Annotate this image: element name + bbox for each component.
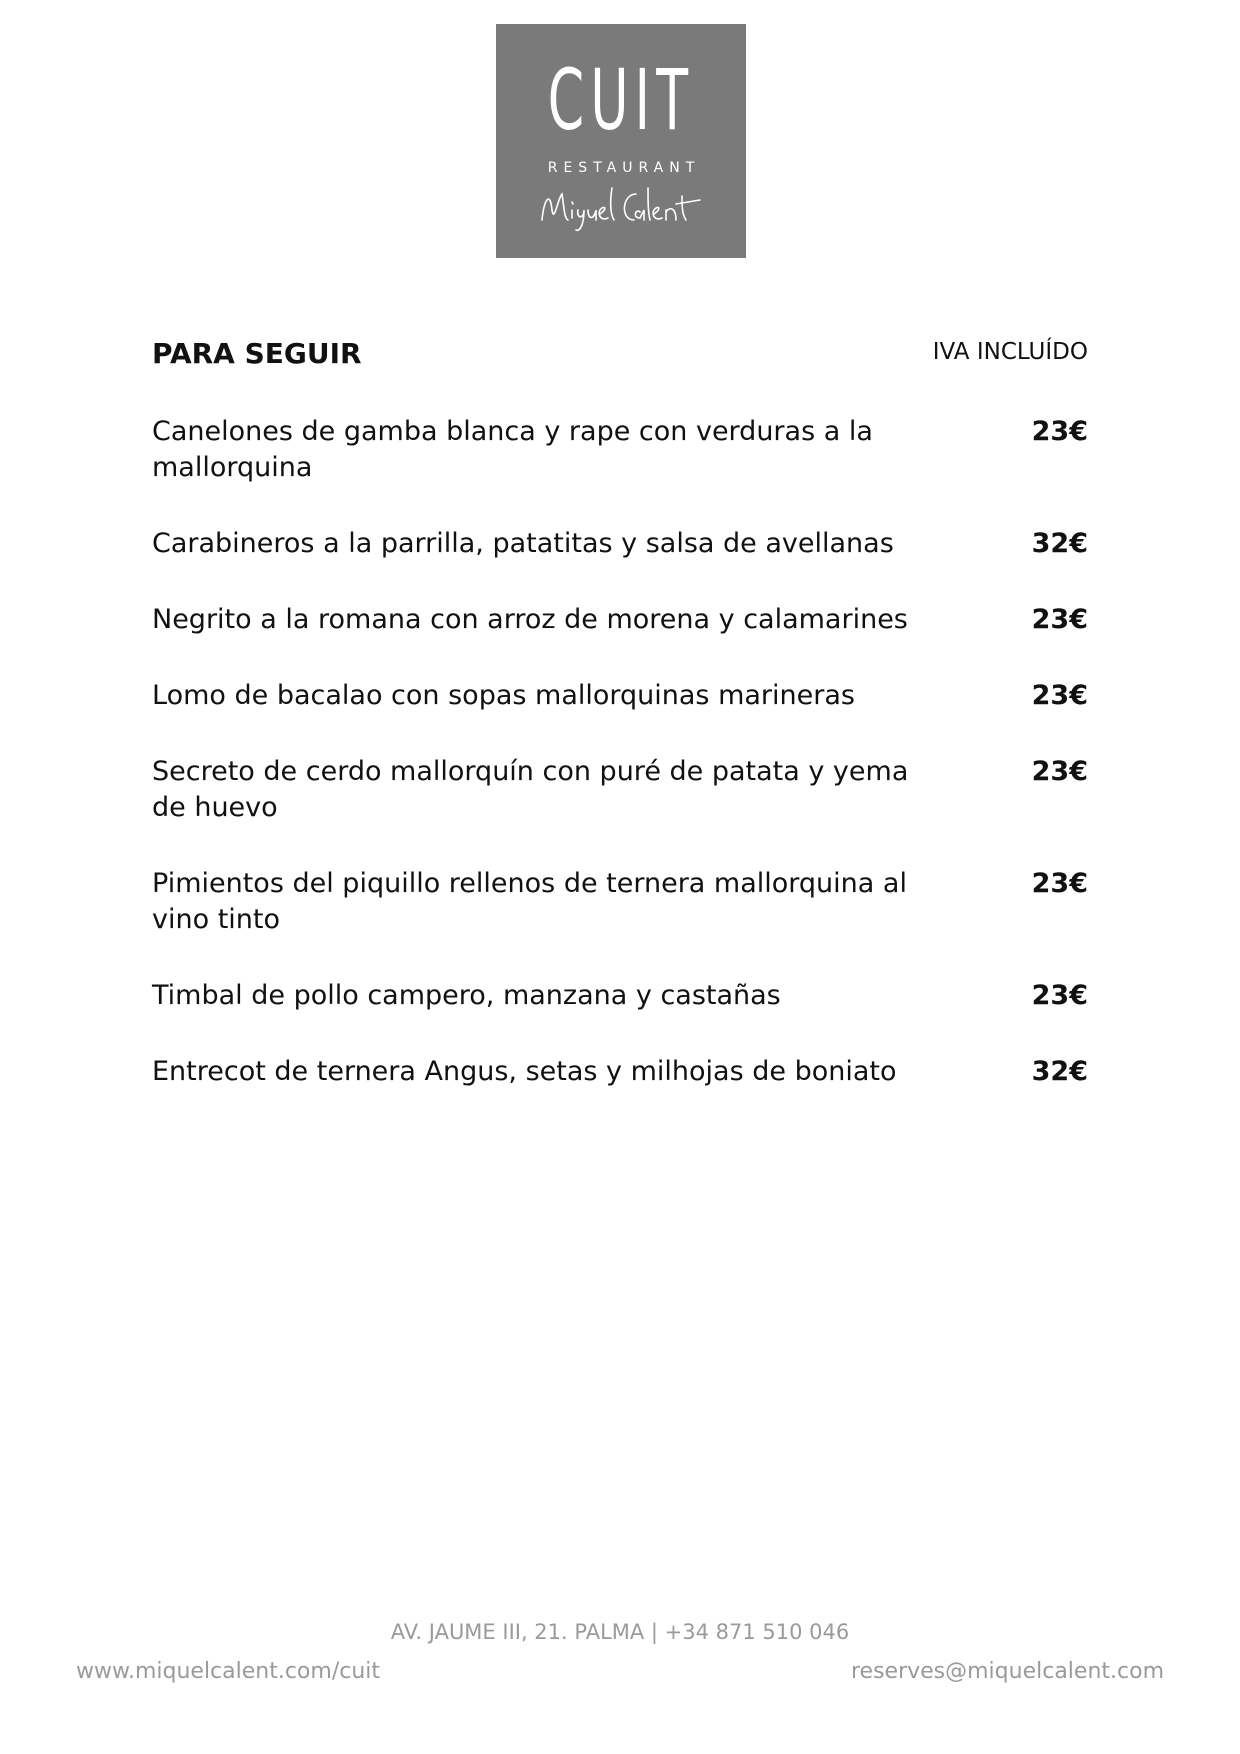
tax-note: IVA INCLUÍDO: [932, 339, 1088, 365]
restaurant-logo: [496, 24, 746, 258]
menu-item: [152, 978, 1088, 1014]
menu-item: [152, 526, 1088, 562]
menu-item: [152, 754, 1088, 826]
dish-price: 23€: [1031, 604, 1088, 635]
section-title: PARA SEGUIR: [152, 337, 362, 370]
menu-item: [152, 602, 1088, 638]
dish-price: 23€: [1031, 868, 1088, 899]
dish-name: Pimientos del piquillo rellenos de ternera mallorquina al vino tinto: [152, 868, 907, 935]
dish-name: Carabineros a la parrilla, patatitas y salsa de avellanas: [152, 528, 894, 559]
dish-price: 23€: [1031, 680, 1088, 711]
menu-item: [152, 1054, 1088, 1090]
website-link[interactable]: www.miquelcalent.com/cuit: [76, 1659, 381, 1684]
dish-price: 23€: [1031, 980, 1088, 1011]
dish-name: Timbal de pollo campero, manzana y castañas: [152, 980, 781, 1011]
signature-logo: [536, 180, 706, 236]
menu-item: [152, 678, 1088, 714]
email-link[interactable]: reserves@miquelcalent.com: [850, 1659, 1164, 1684]
footer-address: AV. JAUME III, 21. PALMA | +34 871 510 046: [390, 1620, 850, 1644]
dish-name: Secreto de cerdo mallorquín con puré de patata y yema de huevo: [152, 756, 909, 823]
menu-item: [152, 866, 1088, 938]
dish-price: 32€: [1031, 1056, 1088, 1087]
dish-name: Entrecot de ternera Angus, setas y milhojas de boniato: [152, 1056, 897, 1087]
dish-name: Negrito a la romana con arroz de morena y calamarines: [152, 604, 908, 635]
logo-subtitle: RESTAURANT: [547, 160, 701, 176]
dish-price: 23€: [1031, 416, 1088, 447]
dish-name: Canelones de gamba blanca y rape con verduras a la mallorquina: [152, 416, 873, 483]
menu-list: [152, 414, 1088, 1130]
dish-name: Lomo de bacalao con sopas mallorquinas marineras: [152, 680, 855, 711]
logo-wordmark: CUIT: [547, 51, 695, 149]
dish-price: 23€: [1031, 756, 1088, 787]
menu-item: [152, 414, 1088, 486]
dish-price: 32€: [1031, 528, 1088, 559]
